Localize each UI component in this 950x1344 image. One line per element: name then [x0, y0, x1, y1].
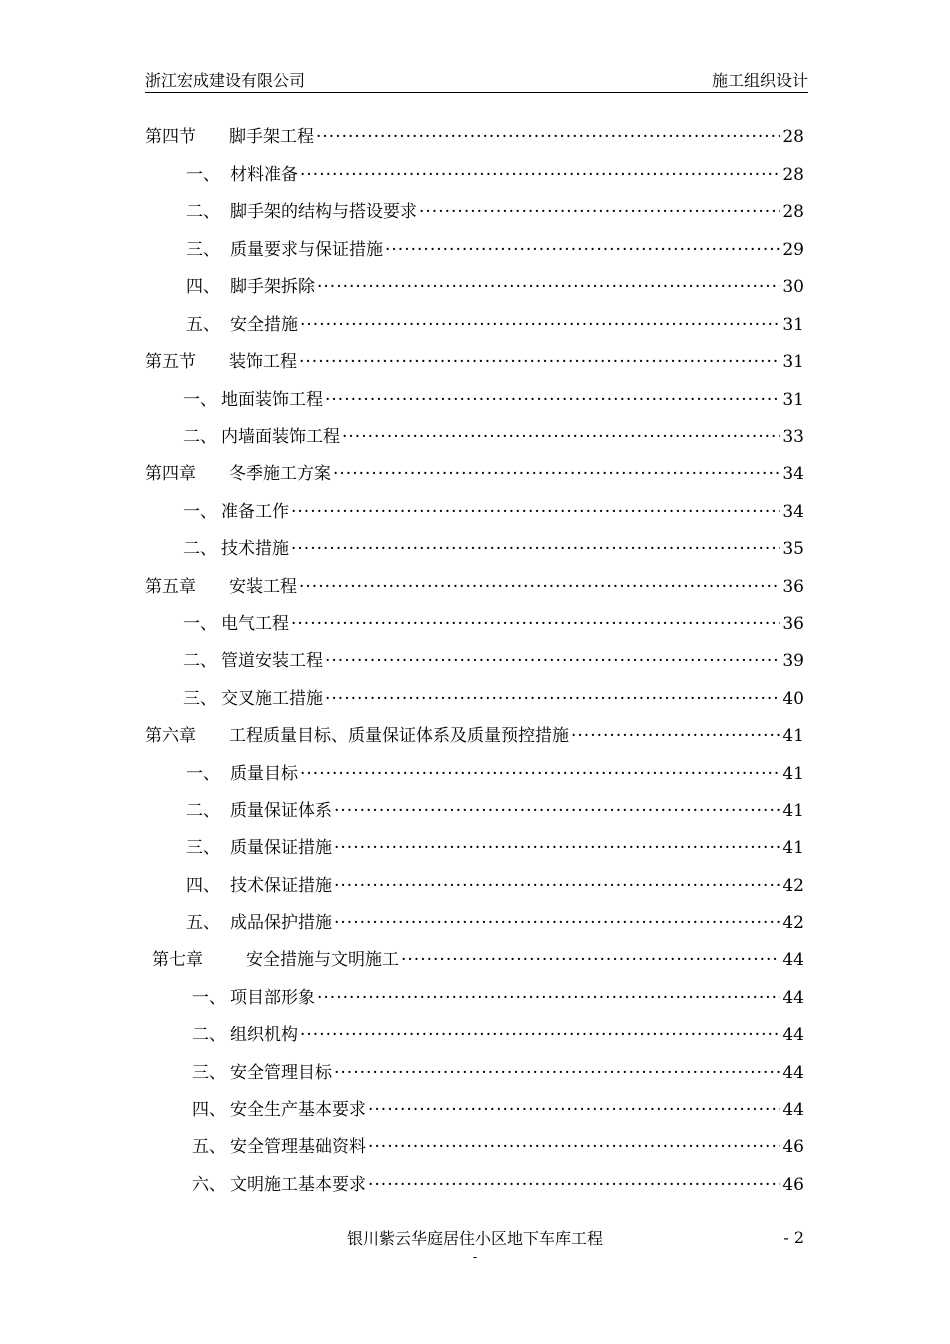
toc-entry [145, 122, 804, 146]
toc-entry-number: 二、 [183, 427, 217, 447]
toc-entry-page: 31 [782, 315, 804, 335]
toc-entry-number: 六、 [192, 1175, 226, 1195]
toc-entry-number: 第五章 [145, 577, 196, 597]
toc-entry-page: 28 [782, 165, 804, 185]
toc-dot-leader [325, 390, 780, 410]
toc-dot-leader [342, 427, 780, 447]
toc-entry [186, 833, 804, 857]
toc-entry-page: 46 [782, 1137, 804, 1157]
toc-entry-title: 安全管理基础资料 [230, 1137, 366, 1157]
toc-entry-page: 35 [782, 539, 804, 559]
toc-entry-page: 29 [782, 240, 804, 260]
toc-entry-number: 第四章 [145, 464, 196, 484]
toc-entry [145, 721, 804, 745]
toc-entry-number: 一、 [183, 614, 217, 634]
toc-entry [192, 1058, 804, 1082]
toc-entry [192, 1170, 804, 1194]
toc-entry-title: 质量保证体系 [230, 801, 332, 821]
toc-entry-title: 电气工程 [221, 614, 289, 634]
toc-entry [183, 534, 804, 558]
toc-entry [183, 422, 804, 446]
toc-dot-leader [419, 202, 780, 222]
toc-dot-leader [368, 1100, 780, 1120]
toc-entry-number: 二、 [186, 202, 220, 222]
toc-entry-title: 项目部形象 [230, 988, 315, 1008]
toc-entry-page: 36 [782, 577, 804, 597]
toc-entry-number: 三、 [183, 689, 217, 709]
toc-entry-number: 二、 [192, 1025, 226, 1045]
toc-entry-title: 管道安装工程 [221, 651, 323, 671]
toc-entry-number: 四、 [186, 277, 220, 297]
toc-entry [145, 459, 804, 483]
toc-entry [186, 235, 804, 259]
toc-dot-leader [299, 352, 780, 372]
toc-entry-page: 46 [782, 1175, 804, 1195]
toc-entry [186, 272, 804, 296]
toc-dot-leader [291, 539, 780, 559]
toc-dot-leader [385, 240, 780, 260]
toc-entry-page: 34 [782, 464, 804, 484]
toc-entry [192, 1020, 804, 1044]
toc-entry-number: 四、 [186, 876, 220, 896]
toc-dot-leader [571, 726, 780, 746]
toc-dot-leader [316, 127, 780, 147]
toc-entry [145, 347, 804, 371]
toc-entry [183, 385, 804, 409]
toc-entry-number: 三、 [186, 838, 220, 858]
toc-entry-page: 44 [782, 988, 804, 1008]
toc-entry-title: 安装工程 [229, 577, 297, 597]
toc-entry [145, 572, 804, 596]
toc-entry-page: 41 [782, 838, 804, 858]
toc-entry-number: 二、 [183, 651, 217, 671]
toc-dot-leader [317, 277, 780, 297]
toc-entry-title: 脚手架拆除 [230, 277, 315, 297]
toc-entry-number: 三、 [192, 1063, 226, 1083]
toc-entry-number: 第七章 [152, 950, 203, 970]
toc-entry-number: 一、 [186, 764, 220, 784]
footer-dash: - [472, 1250, 478, 1265]
toc-entry-page: 33 [782, 427, 804, 447]
toc-entry-page: 41 [782, 801, 804, 821]
toc-entry-page: 44 [782, 1063, 804, 1083]
toc-dot-leader [300, 764, 780, 784]
toc-entry [186, 160, 804, 184]
toc-entry-page: 41 [782, 764, 804, 784]
toc-entry-title: 材料准备 [230, 165, 298, 185]
toc-dot-leader [334, 876, 780, 896]
toc-entry [183, 646, 804, 670]
toc-entry-number: 一、 [186, 165, 220, 185]
toc-dot-leader [300, 1025, 780, 1045]
toc-entry [192, 1095, 804, 1119]
toc-entry-title: 质量目标 [230, 764, 298, 784]
toc-dot-leader [299, 577, 780, 597]
toc-entry [186, 796, 804, 820]
toc-dot-leader [325, 689, 780, 709]
toc-entry [183, 497, 804, 521]
toc-entry-page: 31 [782, 390, 804, 410]
toc-entry-page: 28 [782, 127, 804, 147]
toc-entry-title: 安全措施与文明施工 [246, 950, 399, 970]
toc-entry-title: 文明施工基本要求 [230, 1175, 366, 1195]
toc-entry-page: 28 [782, 202, 804, 222]
toc-dot-leader [334, 801, 780, 821]
toc-dot-leader [300, 165, 780, 185]
toc-entry-title: 地面装饰工程 [221, 390, 323, 410]
toc-dot-leader [334, 838, 780, 858]
project-name: 银川紫云华庭居住小区地下车库工程 [346, 1229, 603, 1248]
toc-entry [192, 1132, 804, 1156]
toc-dot-leader [368, 1137, 780, 1157]
toc-dot-leader [317, 988, 780, 1008]
toc-dot-leader [334, 1063, 780, 1083]
toc-entry-title: 交叉施工措施 [221, 689, 323, 709]
toc-entry-title: 内墙面装饰工程 [221, 427, 340, 447]
toc-dot-leader [401, 950, 780, 970]
toc-entry-title: 技术措施 [221, 539, 289, 559]
toc-entry-title: 安全生产基本要求 [230, 1100, 366, 1120]
toc-entry-title: 组织机构 [230, 1025, 298, 1045]
toc-entry-page: 31 [782, 352, 804, 372]
toc-entry-title: 脚手架工程 [229, 127, 314, 147]
toc-entry-page: 42 [782, 913, 804, 933]
toc-entry-number: 五、 [186, 913, 220, 933]
toc-dot-leader [291, 502, 780, 522]
toc-entry [186, 759, 804, 783]
toc-entry-page: 39 [782, 651, 804, 671]
toc-entry-title: 质量保证措施 [230, 838, 332, 858]
toc-entry-number: 第四节 [145, 127, 196, 147]
toc-entry-page: 41 [782, 726, 804, 746]
toc-entry-number: 一、 [192, 988, 226, 1008]
toc-entry [183, 609, 804, 633]
toc-entry [152, 945, 804, 969]
toc-dot-leader [333, 464, 780, 484]
toc-entry-number: 五、 [192, 1137, 226, 1157]
toc-entry [186, 310, 804, 334]
toc-entry-number: 第六章 [145, 726, 196, 746]
toc-entry-page: 30 [782, 277, 804, 297]
toc-entry-title: 安全措施 [230, 315, 298, 335]
page-number: - 2 [783, 1228, 804, 1247]
toc-dot-leader [368, 1175, 780, 1195]
toc-entry-number: 第五节 [145, 352, 196, 372]
toc-entry-number: 一、 [183, 502, 217, 522]
toc-entry [183, 684, 804, 708]
toc-entry-number: 二、 [186, 801, 220, 821]
page-header [145, 68, 808, 93]
toc-entry [186, 197, 804, 221]
toc-dot-leader [291, 614, 780, 634]
toc-dot-leader [325, 651, 780, 671]
toc-entry-title: 准备工作 [221, 502, 289, 522]
toc-dot-leader [334, 913, 780, 933]
toc-entry-number: 一、 [183, 390, 217, 410]
toc-entry-page: 44 [782, 1025, 804, 1045]
toc-entry-number: 三、 [186, 240, 220, 260]
toc-entry-page: 44 [782, 1100, 804, 1120]
toc-entry-title: 安全管理目标 [230, 1063, 332, 1083]
toc-entry-title: 脚手架的结构与搭设要求 [230, 202, 417, 222]
toc-entry [192, 983, 804, 1007]
toc-entry-page: 40 [782, 689, 804, 709]
toc-entry-page: 34 [782, 502, 804, 522]
toc-entry-number: 四、 [192, 1100, 226, 1120]
document-type: 施工组织设计 [711, 71, 808, 90]
toc-entry [186, 871, 804, 895]
toc-entry [186, 908, 804, 932]
toc-entry-title: 冬季施工方案 [229, 464, 331, 484]
toc-entry-title: 装饰工程 [229, 352, 297, 372]
company-name: 浙江宏成建设有限公司 [145, 71, 306, 90]
toc-entry-page: 44 [782, 950, 804, 970]
toc-entry-page: 42 [782, 876, 804, 896]
toc-entry-title: 工程质量目标、质量保证体系及质量预控措施 [229, 726, 569, 746]
toc-entry-page: 36 [782, 614, 804, 634]
toc-entry-title: 成品保护措施 [230, 913, 332, 933]
toc-entry-number: 五、 [186, 315, 220, 335]
toc-dot-leader [300, 315, 780, 335]
toc-entry-title: 技术保证措施 [230, 876, 332, 896]
toc-entry-title: 质量要求与保证措施 [230, 240, 383, 260]
toc-entry-number: 二、 [183, 539, 217, 559]
